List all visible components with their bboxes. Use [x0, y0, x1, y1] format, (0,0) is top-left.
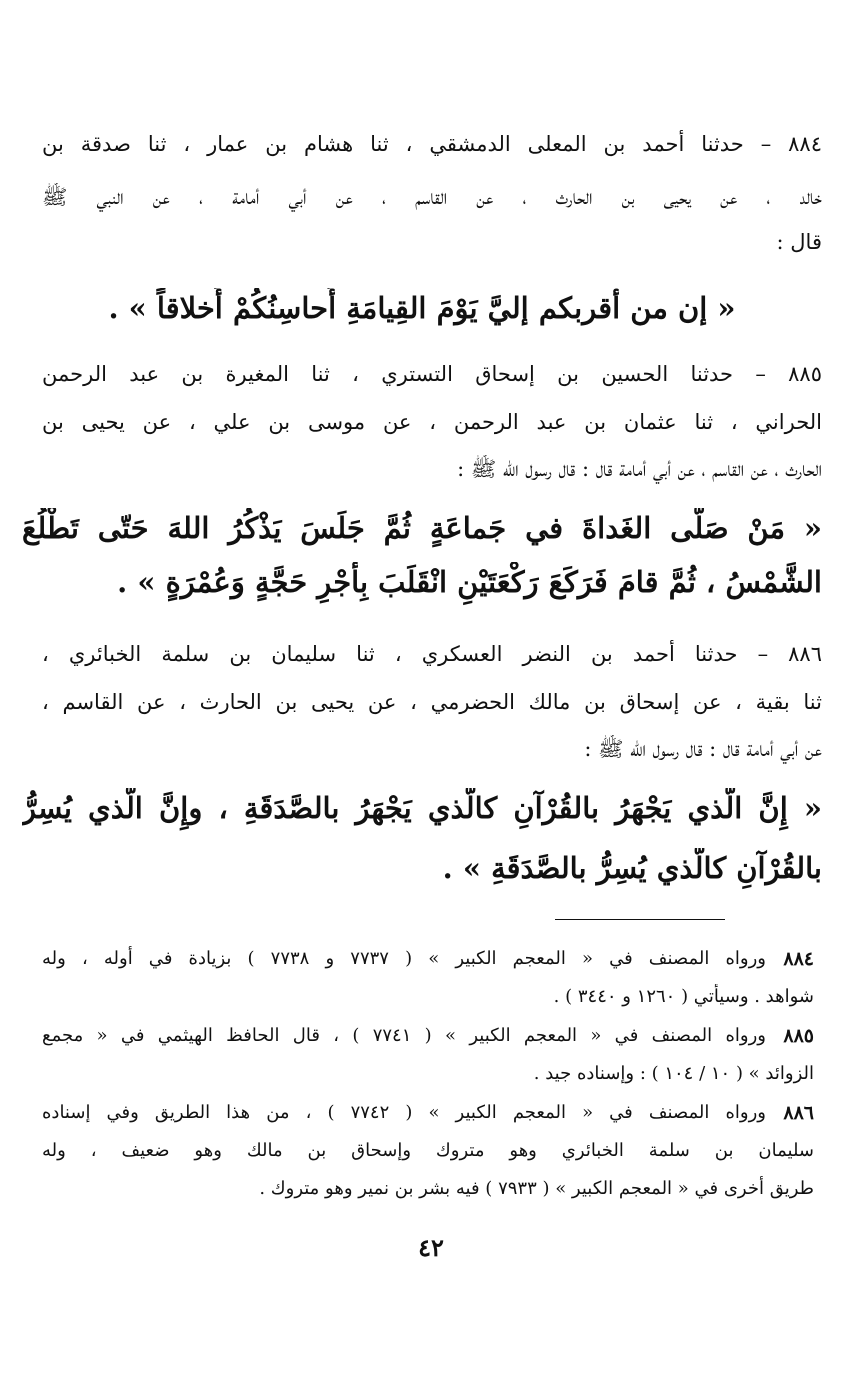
narration-884-line-1: ٨٨٤ – حدثنا أحمد بن المعلى الدمشقي ، ثنا هشام بن عمار ، ثنا صدقة بن	[42, 132, 822, 156]
footnote-884-line-1: ورواه المصنف في « المعجم الكبير » ( ٧٧٣٧ و ٧٧٣٨ ) بزيادة في أوله ، وله	[42, 948, 766, 969]
narration-886-line-3: عن أبي أمامة قال : قال رسول الله ﷺ :	[584, 737, 822, 761]
narration-884-line-2: خالد ، عن يحيى بن الحارث ، عن القاسم ، عن أبي أمامة ، عن النبي ﷺ	[42, 185, 822, 209]
narration-886-line-2: ثنا بقية ، عن إسحاق بن مالك الحضرمي ، عن يحيى بن الحارث ، عن القاسم ،	[42, 690, 822, 714]
hadith-884-line-1: « إن من أقربكم إليَّ يَوْمَ القِيامَةِ أَحاسِنُكُمْ أَخلاقاً » .	[108, 291, 736, 325]
narration-885-line-3: الحارث ، عن القاسم ، عن أبي أمامة قال : قال رسول الله ﷺ :	[457, 457, 822, 481]
footnote-886-line-2: سليمان بن سلمة الخبائري وهو متروك وإسحاق بن مالك وهو ضعيف ، وله	[42, 1140, 814, 1161]
hadith-885-line-1: « مَنْ صَلّى الغَداةَ في جَماعَةٍ ثُمَّ جَلَسَ يَذْكُرُ اللهَ حَتّى تَطْلُعَ	[22, 511, 822, 545]
footnote-divider	[555, 919, 725, 920]
footnote-885-number: ٨٨٥	[783, 1025, 814, 1047]
footnote-884-line-2: شواهد . وسيأتي ( ١٢٦٠ و ٣٤٤٠ ) .	[553, 986, 814, 1007]
footnote-886-line-3: طريق أخرى في « المعجم الكبير » ( ٧٩٣٣ ) فيه بشر بن نمير وهو متروك .	[259, 1178, 814, 1199]
hadith-885-line-2: الشَّمْسُ ، ثُمَّ قامَ فَرَكَعَ رَكْعَتَيْنِ انْقَلَبَ بِأَجْرِ حَجَّةٍ وَعُمْرَةٍ » .	[117, 565, 822, 599]
narration-885-line-1: ٨٨٥ – حدثنا الحسين بن إسحاق التستري ، ثنا المغيرة بن عبد الرحمن	[42, 362, 822, 386]
narration-885-line-2: الحراني ، ثنا عثمان بن عبد الرحمن ، عن موسى بن علي ، عن يحيى بن	[42, 410, 822, 434]
narration-886-line-1: ٨٨٦ – حدثنا أحمد بن النضر العسكري ، ثنا سليمان بن سلمة الخبائري ،	[42, 642, 822, 666]
footnote-886-number: ٨٨٦	[783, 1102, 814, 1124]
footnote-885-line-1: ورواه المصنف في « المعجم الكبير » ( ٧٧٤١ ) ، قال الحافظ الهيثمي في « مجمع	[42, 1025, 766, 1046]
footnote-885-line-2: الزوائد » ( ١٠ / ١٠٤ ) : وإسناده جيد .	[533, 1063, 814, 1084]
hadith-886-line-2: بالقُرْآنِ كالَّذي يُسِرُّ بالصَّدَقَةِ » .	[442, 851, 822, 885]
hadith-886-line-1: « إِنَّ الَّذي يَجْهَرُ بالقُرْآنِ كالَّذي يَجْهَرُ بالصَّدَقَةِ ، وإِنَّ الَّذي يُسِرُّ	[22, 791, 822, 825]
footnote-884-number: ٨٨٤	[783, 948, 814, 970]
footnote-886-line-1: ورواه المصنف في « المعجم الكبير » ( ٧٧٤٢ ) ، من هذا الطريق وفي إسناده	[42, 1102, 766, 1123]
narration-884-line-3: قال :	[776, 230, 822, 254]
page-number: ٤٢	[418, 1233, 444, 1262]
